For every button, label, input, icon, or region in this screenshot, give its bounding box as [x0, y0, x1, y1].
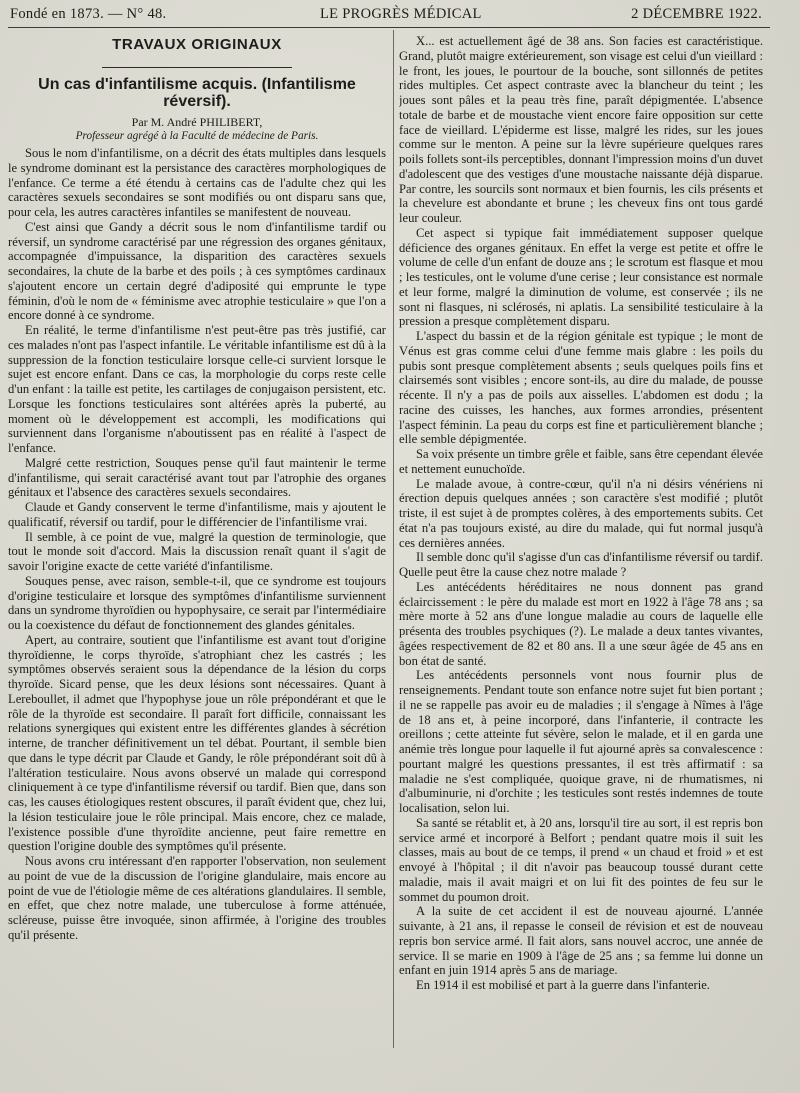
right-column	[399, 34, 763, 1068]
article-author: Par M. André PHILIBERT,	[131, 115, 263, 129]
issue-date: 2 DÉCEMBRE 1922.	[631, 6, 762, 22]
journal-title: LE PROGRÈS MÉDICAL	[320, 6, 482, 22]
paragraph: Le malade avoue, à contre-cœur, qu'il n'a ni désirs vénériens ni érection depuis quelques années ; son caractère s'est modifié ; plutôt triste, il est sujet à de promptes colères, à des emportements subits. Cet état n'a pas toujours existé, au dire du malade, qui fut normal jusqu'à ces dernières années.	[399, 476, 763, 550]
header-founded-issue: Fondé en 1873. — N° 48.	[10, 6, 167, 22]
paragraph: L'aspect du bassin et de la région génitale est typique ; le mont de Vénus est gras comme celui d'une femme mais glabre : les poils du pubis sont presque complètement absents ; seuls quelques poils fins et clairsemés sont visibles ; encore sont-ils, au dire du malade, de pousse récente. Il n'y a pas de poils aux aisselles. L'abdomen est dodu ; la racine des cuisses, les hanches, aux formes arrondies, présentent l'aspect féminin. La peau du corps est fine et particulièrement blanche ; elle semble dépigmentée.	[399, 329, 763, 447]
section-rule	[102, 67, 292, 68]
paragraph: Sa santé se rétablit et, à 20 ans, lorsqu'il tire au sort, il est repris bon service armé et incorporé à Belfort ; pendant quatre mois il suit les classes, mais au bout de ce temps, il prend « un chaud et froid » et est envoyé à l'hôpital ; il dit n'avoir pas beaucoup toussé durant cette maladie, mais il avait maigri et on lui fit des pointes de feu sur le sommet du poumon droit.	[399, 815, 763, 904]
paragraph: Les antécédents personnels vont nous fournir plus de renseignements. Pendant toute son enfance notre sujet fut bien portant ; il ne se rappelle pas avoir eu de maladies ; il s'engage à Nîmes à l'âge de 18 ans et, à peine incorporé, dans l'infanterie, il contracte les oreillons ; cette atteinte fut sévère, selon le malade, et il en garda une anémie très longue pour laquelle il fut ajourné après sa convalescence : pourtant malgré les questions pressantes, il est très affirmatif : sa maladie ne s'est compliquée, quoique grave, ni de rhumatismes, ni d'albuminurie, ni d'orchite ; les testicules sont restés indemnes de toute localisation, selon lui.	[399, 668, 763, 815]
paragraph: C'est ainsi que Gandy a décrit sous le nom d'infantilisme tardif ou réversif, un syndrome caractérisé par une régression des organes génitaux, accompagnée d'impuissance, la disparition des caractères sexuels secondaires, la chute de la barbe et des poils ; à ces symptômes cardinaux s'ajoutent encore un certain degré d'adiposité qui emprunte le type féminin, d'où le nom de « féminisme avec atrophie testiculaire » que l'on a encore donné à ce syndrome.	[8, 219, 386, 323]
paragraph: Les antécédents héréditaires ne nous donnent pas grand éclaircissement : le père du malade est mort en 1922 à l'âge 78 ans ; sa mère morte à 52 ans d'une longue maladie au cours de laquelle elle présenta des troubles psychiques (?). Le malade a deux tantes vivantes, âgées respectivement de 82 et 80 ans. Il a une sœur âgée de 45 ans en bon état de santé.	[399, 579, 763, 668]
section-heading: TRAVAUX ORIGINAUX	[112, 36, 282, 53]
paragraph: Nous avons cru intéressant d'en rapporter l'observation, non seulement au point de vue de la discussion de l'origine glandulaire, mais encore au point de vue de l'étiologie même de ces altérations glandulaires. Il semble, en effet, que chez notre malade, une tuberculose à forme atténuée, scléreuse, puisse être invoquée, sinon affirmée, à l'origine des troubles qu'il présente.	[8, 854, 386, 942]
paragraph: Sous le nom d'infantilisme, on a décrit des états multiples dans lesquels le syndrome dominant est la persistance des caractères morphologiques de l'enfance. Ce terme a été étendu à certains cas de l'adulte chez qui les caractères sexuels secondaires se sont modifiés ou ont disparu sans que, pour cela, les autres caractères infantiles se manifestent de nouveau.	[8, 146, 386, 219]
paragraph: Il semble donc qu'il s'agisse d'un cas d'infantilisme réversif ou tardif. Quelle peut être la cause chez notre malade ?	[399, 550, 763, 579]
paragraph: Claude et Gandy conservent le terme d'infantilisme, mais y ajoutent le qualificatif, réversif ou tardif, pour le différencier de l'infantilisme vrai.	[8, 500, 386, 529]
paragraph: Sa voix présente un timbre grêle et faible, sans être cependant élevée et nettement eunuchoïde.	[399, 447, 763, 476]
paragraph: A la suite de cet accident il est de nouveau ajourné. L'année suivante, à 21 ans, il repasse le conseil de révision et est de nouveau repris bon service armé. Il fait alors, sans nouvel accroc, une année de service. Il se marie en 1909 à l'âge de 25 ans ; sa femme lui donne un enfant en juin 1914 après 5 ans de mariage.	[399, 904, 763, 978]
paragraph: Malgré cette restriction, Souques pense qu'il faut maintenir le terme d'infantilisme, qui serait caractérisé avant tout par l'atrophie des organes génitaux et l'absence des caractères sexuels secondaires.	[8, 455, 386, 500]
running-header	[10, 6, 762, 26]
paragraph: Souques pense, avec raison, semble-t-il, que ce syndrome est toujours d'origine testiculaire et lorsque des symptômes d'infantilisme surviennent dans un syndrome thyroïdien ou hypophysaire, ce serait par l'intermédiaire ou la coexistence du défaut de fonctionnement des glandes génitales.	[8, 573, 386, 632]
paragraph: Il semble, à ce point de vue, malgré la question de terminologie, que tout le monde soit d'accord. Mais la discussion renaît quant il s'agit de savoir l'origine exacte de cette variété d'infantilisme.	[8, 529, 386, 573]
paragraph: En 1914 il est mobilisé et part à la guerre dans l'infanterie.	[416, 978, 710, 992]
paragraph: Apert, au contraire, soutient que l'infantilisme est avant tout d'origine thyroïdienne, le corps thyroïde, s'atrophiant chez les castrés ; les symptômes observés seraient sous la dépendance de la lésion du corps thyroïde. Sicard pense, que les deux lésions sont nécessaires. Quant à Lereboullet, il admet que l'hypophyse joue un rôle prépondérant et que le rôle de la thyroïde est secondaire. Il paraît fort difficile, connaissant les relations synergiques qui existent entre les différentes glandes à sécrétion interne, de trancher définitivement un tel débat. Pourtant, il semble bien que dans le type décrit par Claude et Gandy, le rôle prépondérant soit dû à l'altération testiculaire. Nous avons observé un malade qui correspond cliniquement à ce type d'infantilisme réversif ou tardif. Bien que, dans son cas, les causes étiologiques restent obscures, il paraît évident que, chez lui, la lésion testiculaire joue le rôle principal. Mais encore, chez ce malade, l'existence possible d'une thyroïdite ancienne, peut faire remettre en question l'origine double des symptômes qu'il présente.	[8, 632, 386, 854]
header-rule	[8, 27, 770, 28]
author-affiliation: Professeur agrégé à la Faculté de médecine de Paris.	[75, 130, 319, 142]
article-title: Un cas d'infantilisme acquis. (Infantilisme réversif).	[38, 76, 356, 110]
paragraph: En réalité, le terme d'infantilisme n'est peut-être pas très justifié, car ces malades n'ont pas l'aspect infantile. Le véritable infantilisme est dû à la suppression de la fonction testiculaire lorsque celle-ci survient lorsque le sujet est encore enfant. Dans ce cas, la morphologie du corps reste celle d'un enfant : la taille est petite, les cartilages de conjugaison persistent, etc. Lorsque les fonctions testiculaires sont altérées après la puberté, au moment où le développement est accompli, les modifications qui surviennent dans l'organisme n'aboutissent pas en réalité à l'aspect de l'enfance.	[8, 323, 386, 455]
paragraph: Cet aspect si typique fait immédiatement supposer quelque déficience des organes génitaux. En effet la verge est petite et offre le volume de celle d'un enfant de douze ans ; le scrotum est flasque et mou ; les testicules, ont le volume d'une cerise ; leur consistance est normale et leur forme, malgré la diminution de volume, est conservée ; ils ne sont ni flasques, ni sclérosés, ni aplatis. La sensibilité testiculaire à la pression a presque complètement disparu.	[399, 225, 763, 329]
paragraph: X... est actuellement âgé de 38 ans. Son facies est caractéristique. Grand, plutôt maigre extérieurement, son visage est celui d'un vieillard : le front, les joues, le pourtour de la bouche, sont sillonnés de petites rides multiples. Cet aspect contraste avec la blancheur du teint ; les joues sont pâles et la peau très fine, paraît dépigmentée. L'absence totale de barbe et de moustache vient encore faire opposition sur cette face de vieillard. L'épiderme est lisse, malgré les rides, sur les joues comme sur le menton. A peine sur la lèvre supérieure quelques rares poils follets sont-ils perceptibles, donnant l'impression moins d'un duvet d'adolescent que des vestiges d'une moustache naissante déjà disparue. Par contre, les sourcils sont normaux et bien fournis, les cils présents et la chevelure est abondante et brune ; les cheveux fins ont tous gardé leur couleur.	[399, 34, 763, 225]
column-divider	[393, 30, 394, 1048]
left-column	[8, 34, 386, 1066]
